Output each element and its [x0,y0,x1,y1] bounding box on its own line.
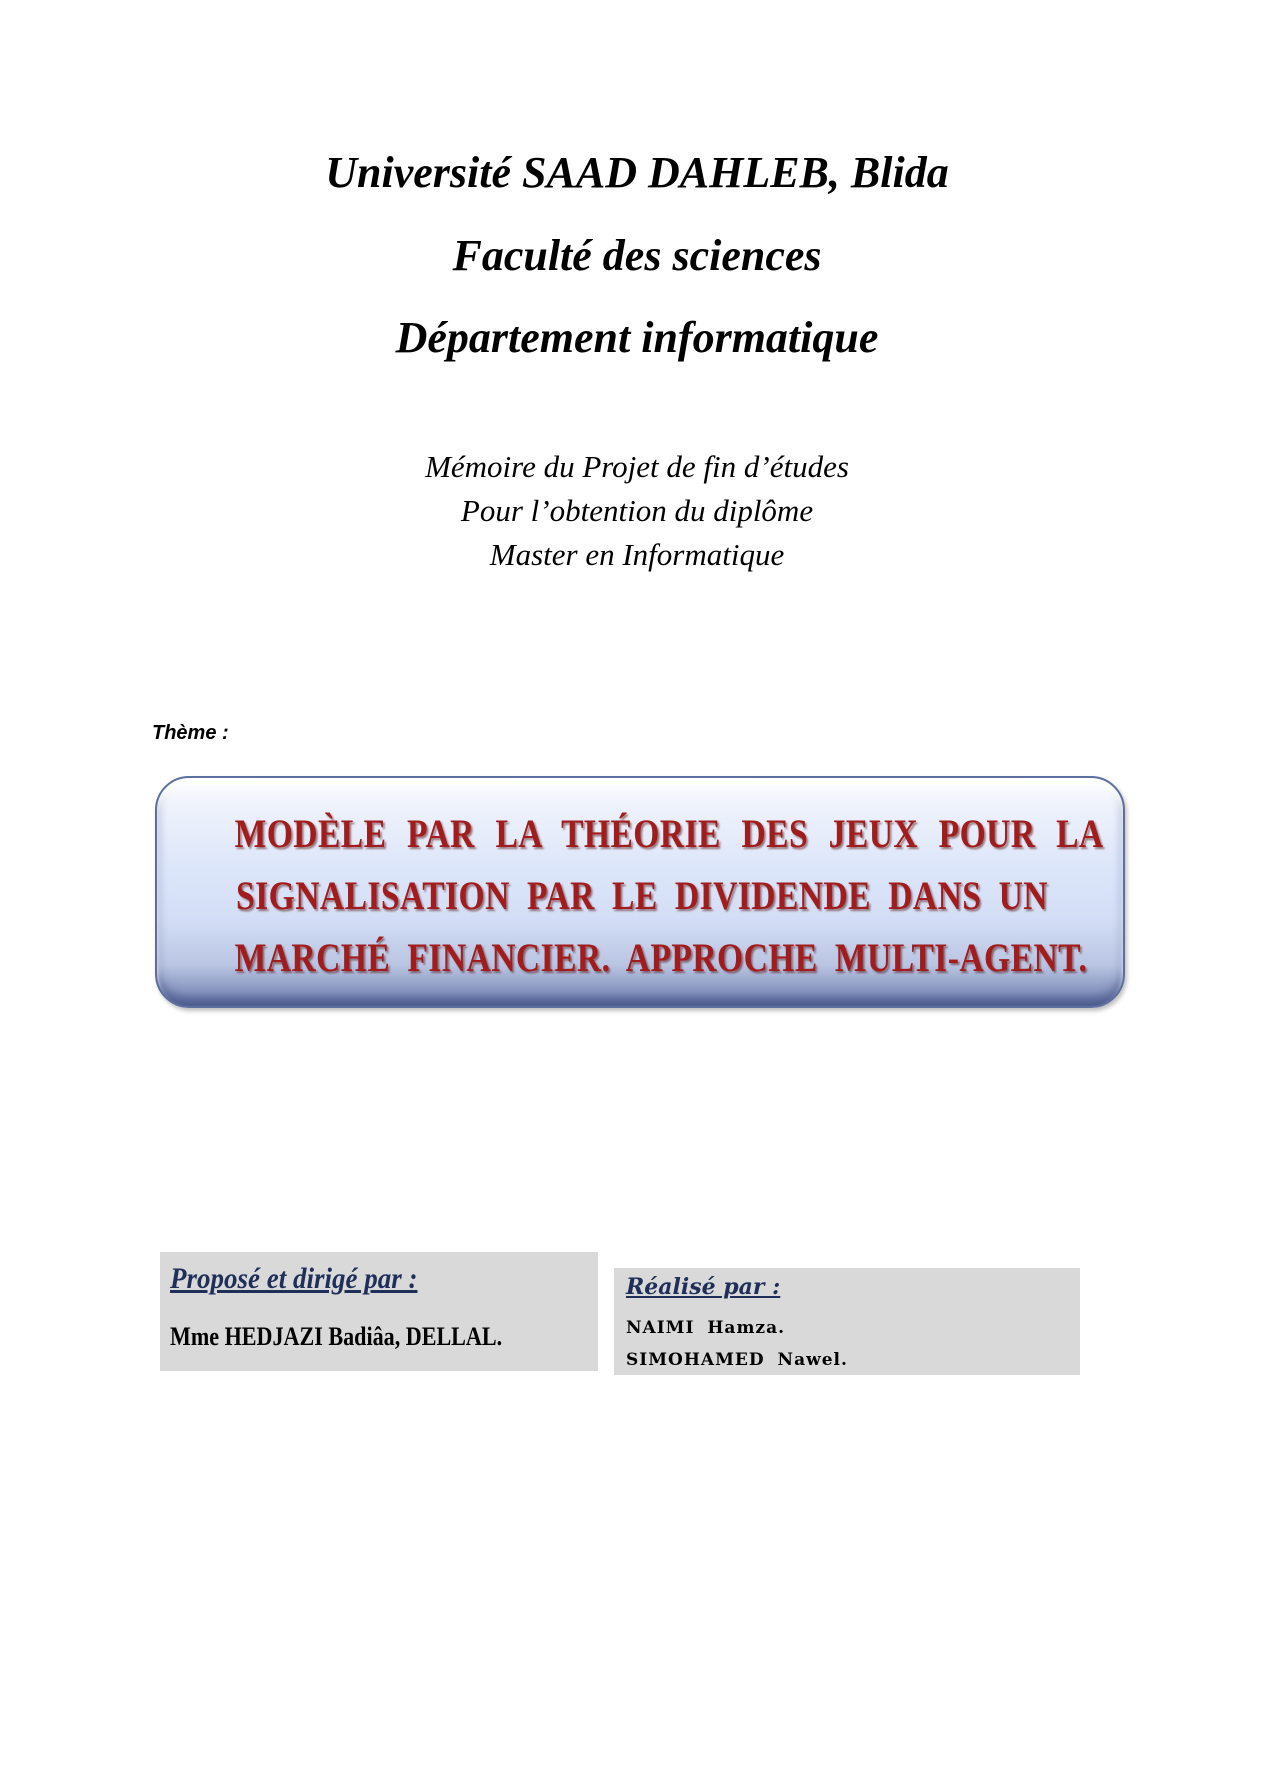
thesis-title-line: MODÈLE PAR LA THÉORIE DES JEUX POUR LA [234,811,1104,856]
degree-purpose: Pour l’obtention du diplôme [460,493,814,528]
author-name: NAIMI Hamza. [626,1318,786,1338]
authors-box [614,1268,1080,1375]
theme-label: Thème : [152,722,229,744]
supervisors-names: Mme HEDJAZI Badiâa, DELLAL. [170,1322,503,1351]
supervisors-label: Proposé et dirigé par : [170,1262,418,1295]
department-name: Département informatique [395,313,879,362]
thesis-title-box [155,776,1125,1008]
thesis-type: Mémoire du Projet de fin d’études [425,449,849,484]
authors-label: Réalisé par : [626,1274,781,1300]
thesis-title-line: MARCHÉ FINANCIER. APPROCHE MULTI-AGENT. [234,935,1088,980]
faculty-name: Faculté des sciences [452,231,822,280]
thesis-title-line: SIGNALISATION PAR LE DIVIDENDE DANS UN [236,873,1048,918]
university-name: Université SAAD DAHLEB, Blida [325,148,949,197]
degree-name: Master en Informatique [489,537,785,572]
supervisors-box [160,1252,598,1371]
author-name: SIMOHAMED Nawel. [626,1350,848,1370]
